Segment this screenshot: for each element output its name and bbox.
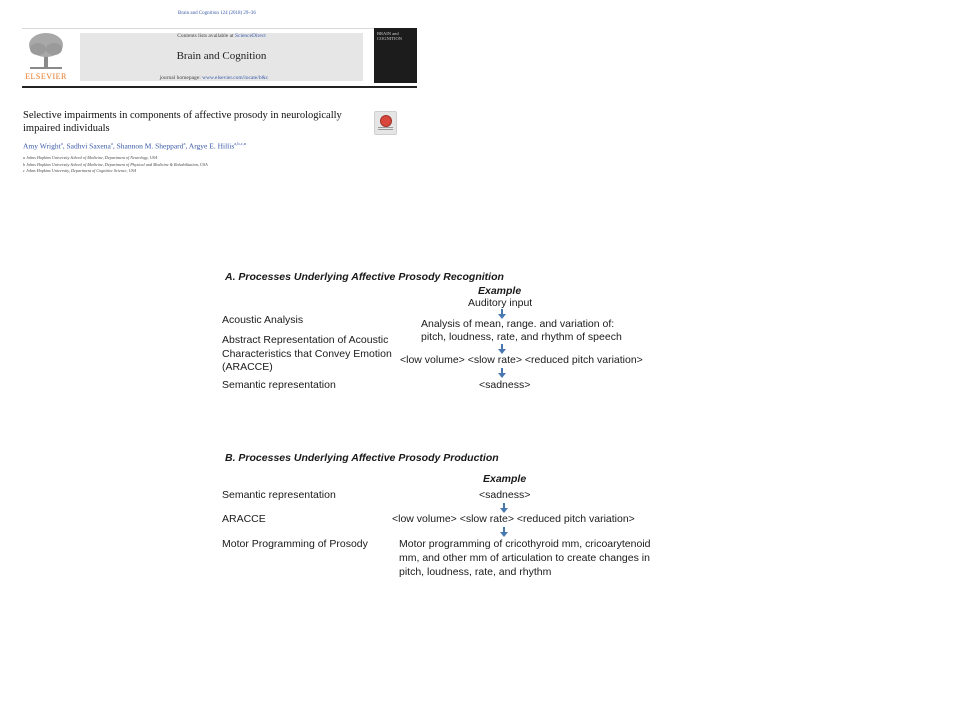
recognition-section-title: A. Processes Underlying Affective Prosody Recognition <box>225 271 504 283</box>
homepage-line <box>64 75 364 81</box>
sciencedirect-link[interactable]: ScienceDirect <box>234 33 266 39</box>
example-step: <low volume> <slow rate> <reduced pitch variation> <box>400 354 643 366</box>
crossmark-icon[interactable] <box>374 111 397 135</box>
journal-banner <box>80 33 363 81</box>
example-step: Analysis of mean, range. and variation of: <box>421 318 615 330</box>
example-step: <sadness> <box>479 379 531 391</box>
down-arrow-icon <box>498 368 506 378</box>
author-affil-marker: a <box>110 141 113 146</box>
example-step: Motor programming of cricothyroid mm, cricoarytenoid <box>399 538 651 550</box>
author-affil-marker: a,b,c,⁎ <box>234 141 247 146</box>
paper-title: Selective impairments in components of affective prosody in neurologically impaired individuals <box>23 110 342 134</box>
production-section-title: B. Processes Underlying Affective Prosody Production <box>225 452 499 464</box>
recognition-stage: Semantic representation <box>222 379 336 391</box>
production-stage: ARACCE <box>222 513 266 525</box>
example-step: Auditory input <box>468 297 533 309</box>
author-affil-marker: a <box>183 141 186 146</box>
header-bottom-rule <box>22 86 417 88</box>
contents-line <box>80 33 363 39</box>
author-name[interactable]: Amy Wright <box>23 141 61 151</box>
affiliation: b Johns Hopkins University School of Medicine, Department of Physical and Medicine & Rehabilitation, USA <box>23 161 208 167</box>
author-name[interactable]: Argye E. Hillis <box>188 141 235 151</box>
recognition-example-header: Example <box>478 285 522 297</box>
down-arrow-icon <box>500 527 508 537</box>
affiliation: c Johns Hopkins University, Department of Cognitive Science, USA <box>23 168 137 173</box>
example-step: mm, and other mm of articulation to create changes in <box>399 552 650 564</box>
recognition-stage: Acoustic Analysis <box>222 314 304 326</box>
journal-cover-thumbnail <box>374 28 417 83</box>
author-name[interactable]: Shannon M. Sheppard <box>116 141 184 151</box>
header-top-rule <box>22 28 417 29</box>
down-arrow-icon <box>500 503 508 513</box>
recognition-stage: Abstract Representation of Acoustic Characteristics that Convey Emotion (ARACCE) <box>222 334 392 373</box>
cover-text: BRAIN and COGNITION <box>377 31 402 41</box>
affiliation-list <box>23 155 208 175</box>
example-step: <low volume> <slow rate> <reduced pitch variation> <box>392 513 635 525</box>
example-step: pitch, loudness, rate, and rhythm of speech <box>421 331 622 343</box>
contents-prefix: Contents lists available at <box>177 33 235 39</box>
production-stage: Semantic representation <box>222 489 336 501</box>
example-step: <sadness> <box>479 489 531 501</box>
author-affil-marker: a <box>60 141 63 146</box>
author-list: Amy Wright$^a$, Sadhvi Saxena$^a$, Shannon M. Sheppard$^a$, Argye E. Hillis$^{a,b,c,⁎}$ <box>23 141 247 151</box>
production-example-header: Example <box>483 473 527 485</box>
affiliation: a Johns Hopkins University School of Medicine, Department of Neurology, USA <box>23 155 158 160</box>
author-name[interactable]: Sadhvi Saxena <box>66 141 111 151</box>
homepage-link[interactable]: www.elsevier.com/locate/b&c <box>202 75 269 81</box>
homepage-prefix: journal homepage: <box>159 75 203 81</box>
production-stage: Motor Programming of Prosody <box>222 538 368 550</box>
journal-title: Brain and Cognition <box>176 50 267 62</box>
publisher-logo <box>22 31 70 83</box>
example-step: pitch, loudness, rate, and rhythm <box>399 566 552 578</box>
journal-citation[interactable]: Brain and Cognition 124 (2018) 29–36 <box>178 11 256 16</box>
publisher-name: ELSEVIER <box>25 72 67 81</box>
down-arrow-icon <box>498 344 506 354</box>
elsevier-tree-icon <box>26 31 66 71</box>
